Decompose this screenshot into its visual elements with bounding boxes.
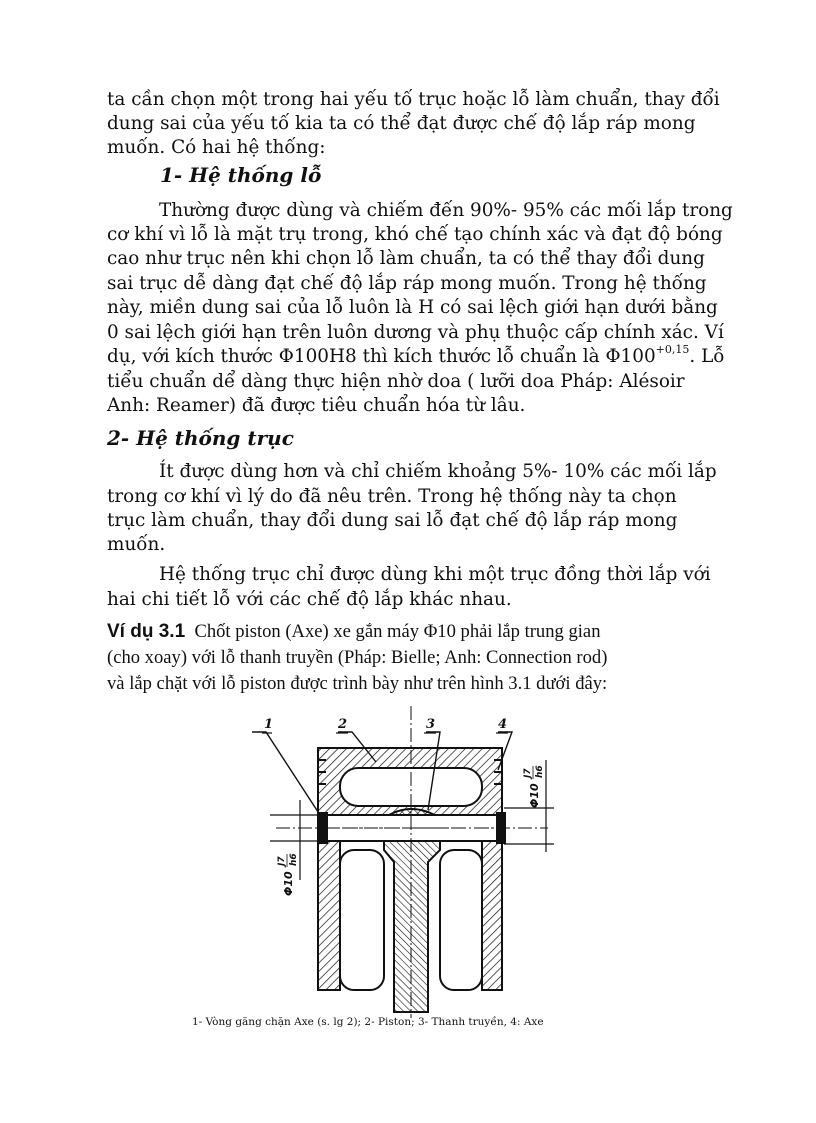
- right-skirt-cavity: [440, 850, 482, 990]
- heading-he-thong-lo: 1- Hệ thống lỗ: [160, 163, 322, 187]
- example-line-1-text: Chốt piston (Axe) xe gắn máy Φ10 phải lắp trung gian: [194, 621, 601, 642]
- left-skirt-cavity: [340, 850, 384, 990]
- example-line-3: và lắp chặt với lỗ piston được trình bày như trên hình 3.1 dưới đây:: [107, 673, 608, 694]
- s2-line-5: Hệ thống trục chỉ được dùng khi một trục đồng thời lắp với: [159, 564, 711, 585]
- left-dim-num: J7: [277, 856, 287, 866]
- intro-line-1: ta cần chọn một trong hai yếu tố trục hoặc lỗ làm chuẩn, thay đổi: [107, 89, 720, 110]
- example-label: Ví dụ 3.1: [107, 621, 186, 642]
- s1-line-8: tiểu chuẩn dể dàng thực hiện nhờ doa ( lưỡi doa Pháp: Alésoir: [107, 371, 685, 392]
- s1-line-7a: dụ, với kích thước Φ100H8 thì kích thước lỗ chuẩn là Φ100: [107, 346, 656, 367]
- s1-line-9: Anh: Reamer) đã được tiêu chuẩn hóa từ lâu.: [107, 395, 526, 416]
- s2-line-4: muốn.: [107, 534, 166, 555]
- label-1: 1: [264, 717, 274, 732]
- s1-line-5: này, miền dung sai của lỗ luôn là H có sai lệch giới hạn dưới bằng: [107, 297, 718, 318]
- label-2: 2: [338, 717, 348, 732]
- example-line-2: (cho xoay) với lỗ thanh truyền (Pháp: Bielle; Anh: Connection rod): [107, 647, 608, 668]
- s1-line-2: cơ khí vì lỗ là mặt trụ trong, khó chế tạo chính xác và đạt độ bóng: [107, 224, 723, 245]
- s2-line-6: hai chi tiết lỗ với các chế độ lắp khác nhau.: [107, 589, 512, 610]
- left-dim-prefix: Φ10: [282, 871, 295, 896]
- intro-line-2: dung sai của yếu tố kia ta có thể đạt được chế độ lắp ráp mong: [107, 113, 696, 134]
- heading-he-thong-truc: 2- Hệ thống trục: [107, 426, 294, 450]
- s1-line-7b: . Lỗ: [689, 346, 725, 367]
- tolerance-superscript: +0,15: [655, 342, 690, 356]
- right-dim-prefix: Φ10: [528, 783, 541, 808]
- right-dim-num: J7: [523, 768, 533, 778]
- s1-line-6: 0 sai lệch giới hạn trên luôn dương và phụ thuộc cấp chính xác. Ví: [107, 322, 724, 343]
- left-dim-den: h6: [289, 853, 299, 866]
- s2-line-3: trục làm chuẩn, thay đổi dung sai lỗ đạt chế độ lắp ráp mong: [107, 510, 678, 531]
- s2-line-2: trong cơ khí vì lý do đã nêu trên. Trong hệ thống này ta chọn: [107, 486, 677, 507]
- label-3: 3: [426, 717, 436, 732]
- s1-line-4: sai trục dễ dàng đạt chế độ lắp ráp mong muốn. Trong hệ thống: [107, 273, 707, 294]
- s2-line-1: Ít được dùng hơn và chỉ chiếm khoảng 5%- 10% các mối lắp: [159, 461, 717, 482]
- right-dim-den: h6: [535, 765, 545, 778]
- s1-line-1: Thường được dùng và chiếm đến 90%- 95% các mối lắp trong: [159, 200, 733, 221]
- s1-line-3: cao như trục nên khi chọn lỗ làm chuẩn, ta có thể thay đổi dung: [107, 248, 705, 269]
- intro-line-3: muốn. Có hai hệ thống:: [107, 137, 326, 158]
- label-4: 4: [498, 717, 508, 732]
- figure-caption: 1- Vòng găng chặn Axe (s. lg 2); 2- Piston; 3- Thanh truyền, 4: Axe: [192, 1016, 544, 1028]
